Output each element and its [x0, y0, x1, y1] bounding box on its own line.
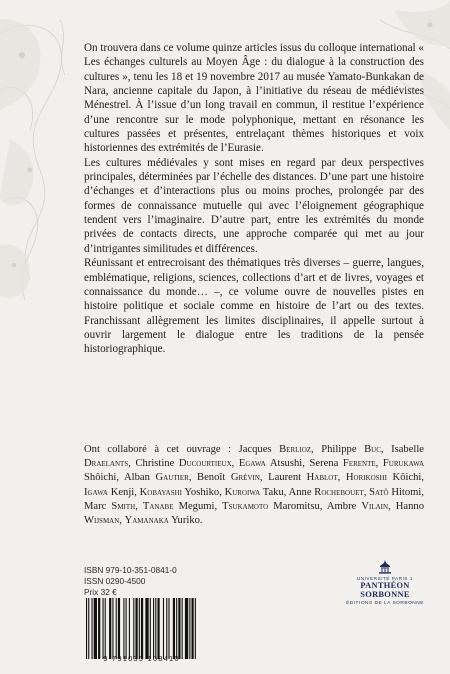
barcode-bar [178, 598, 180, 659]
barcode-bar [139, 598, 140, 659]
contributor-name [225, 487, 284, 498]
publisher-logo [345, 560, 425, 606]
barcode-bar [126, 598, 127, 659]
contributor-surname: Rochebouet [314, 486, 364, 498]
contributor-first-name: Isabelle [391, 444, 425, 455]
barcode-bar [118, 598, 120, 659]
abstract-text [84, 41, 424, 357]
contributor-first-name: Atsushi [269, 458, 303, 470]
contributor-name [140, 487, 220, 498]
publisher-university: UNIVERSITÉ PARIS 1 [357, 576, 413, 581]
contributor-surname: Vilain [361, 500, 389, 512]
contributor-name [327, 501, 388, 512]
contributor-surname: Hablot [306, 472, 338, 484]
contributor-first-name: Philippe [321, 444, 357, 455]
contributor-surname: Buc [364, 444, 381, 455]
contributor-name [289, 487, 364, 498]
contributors-list [84, 443, 424, 528]
barcode-bar [94, 598, 97, 659]
contributor-first-name: Ambre [326, 500, 357, 512]
barcode-bar [150, 598, 151, 659]
contributor-surname: Tsukamoto [222, 500, 269, 512]
barcode-bar [98, 598, 100, 659]
contributor-first-name: Alban [124, 472, 150, 484]
barcode-bar [133, 598, 134, 659]
contributor-name [197, 472, 260, 483]
abstract-paragraph-1: On trouvera dans ce volume quinze articles issus du colloque international « Les échanges culturels au Moyen Âge : du dialogue à la construction des cultures », tenu les 18 et 19 novembre 2017 au musée Yamato-Bunkakan de Nara, ancienne capitale du Japon, à l’initiative du réseau de médiévistes Ménestrel. À l’issue d’un long travail en commun, il restitue l’expérience d’une rencontre sur le mode polyphonique, mettant en résonance les cultures passées et présentes, entrelaçant thèmes historiques et voix historiennes des extrémités de l’Eurasie. [84, 42, 425, 155]
contributor-surname: Smith [111, 500, 136, 512]
contributor-surname: Yamanaka [124, 515, 169, 527]
barcode-bar [92, 598, 93, 659]
abstract-paragraph-3: Réunissant et entrecroisant des thématiques très diverses – guerre, langues, emblématique, religions, sciences, collections d’art et de livres, voyages et connaissance du monde… –, ce volume ouvre de nouvelles pistes en histoire politique et sociale comme en histoire de l’art ou des textes. Franchissant allègrement les limites disciplinaires, il appelle surtout à ouvrir largement le dialogue entre les traditions de la pensée historiographique. [84, 257, 424, 356]
contributor-first-name: Shôichi [84, 472, 117, 484]
barcode-bar [135, 598, 137, 659]
contributor-first-name: Taku [262, 486, 284, 498]
contributor-first-name: Kôichi [392, 472, 422, 484]
contributor-first-name: Laurent [268, 472, 302, 484]
barcode-bar [116, 598, 117, 659]
barcode-number: 9 791035 108410 [103, 654, 180, 663]
barcode-bar [155, 598, 156, 659]
contributor-first-name: Hitomi [391, 486, 422, 498]
barcode-bar [109, 598, 111, 659]
contributor-name [84, 501, 135, 512]
contributor-surname: Horikoshi [345, 472, 387, 484]
issn: ISSN 0290-4500 [84, 576, 146, 586]
barcode-bar [141, 598, 143, 659]
publisher-imprint: ÉDITIONS DE LA SORBONNE [346, 601, 424, 606]
contributor-surname: Satô [369, 486, 389, 498]
contributor-names: Jacques Berlioz, Philippe Buc, Isabelle Draelants, Christine Ducourtieux, Egawa Atsushi, Serena Ferente, Furukawa Shôichi, Alban Gautier, Benoît Grévin, Laurent Hablot, Horikoshi Kôichi, Igawa Kenji, Kobayashi Yoshiko, Kuroiwa Taku, Anne Rochebouet, Satô Hitomi, Marc Smith, Tanabe Megumi, Tsukamoto Maromitsu, Ambre Vilain, Hanno Wijsman, Yamanaka Yuriko [84, 444, 425, 527]
contributor-name [268, 472, 338, 483]
contributor-first-name: Jacques [238, 444, 272, 455]
contributor-name [239, 444, 311, 455]
contributor-first-name: Yuriko [171, 515, 200, 527]
contributor-surname: Kuroiwa [224, 486, 261, 498]
contributor-surname: Egawa [238, 458, 266, 470]
barcode-bar [185, 598, 188, 659]
contributor-surname: Draelants [84, 458, 129, 470]
pantheon-emblem-icon [376, 560, 394, 574]
contributor-surname: Ducourtieux [178, 458, 232, 470]
barcode-bar [192, 598, 194, 659]
barcode-bar [176, 598, 177, 659]
contributor-surname: Gautier [155, 472, 189, 484]
contributor-first-name: Maromitsu [273, 500, 320, 512]
barcode [84, 598, 199, 659]
contributor-name [346, 472, 422, 483]
contributor-name [124, 472, 189, 483]
barcode-bar [168, 598, 169, 659]
barcode-bar [157, 598, 159, 659]
barcode-bar [195, 598, 196, 659]
contributor-first-name: Megumi [178, 500, 215, 512]
contributor-name [143, 501, 215, 512]
contributors-intro: Ont collaboré à cet ouvrage : [84, 444, 239, 455]
contributor-first-name: Benoît [197, 472, 226, 484]
contributor-surname: Igawa [84, 486, 108, 498]
barcode-bar [129, 598, 130, 659]
contributor-first-name: Christine [135, 458, 175, 470]
barcode-bar [173, 598, 175, 659]
barcode-bar [145, 598, 148, 659]
publisher-name: PANTHÉON SORBONNE [360, 581, 410, 599]
barcode-bar [189, 598, 190, 659]
barcode-bar [88, 598, 89, 659]
contributor-first-name: Marc [84, 500, 107, 512]
contributor-name [369, 487, 421, 498]
contributor-surname: Ferente [342, 458, 376, 470]
contributor-name [239, 458, 302, 469]
barcode-bar [123, 598, 124, 659]
barcode-bar [153, 598, 154, 659]
contributors-end: . [199, 515, 203, 527]
contributor-surname: Berlioz [279, 444, 312, 455]
contributor-surname: Furukawa [382, 458, 425, 470]
contributor-surname: Wijsman [84, 515, 120, 527]
contributor-surname: Grévin [230, 472, 260, 484]
abstract-paragraph-2: Les cultures médiévales y sont mises en regard par deux perspectives principales, déterminées par l’échelle des distances. D’une part une histoire d’échanges et d’interactions plus ou moins proches, prolongée par des formes de connaissance mutuelle qui avec l’éloignement géographique tendent vers l’imaginaire. D’autre part, entre les extrémités du monde privées de contacts directs, une approche comparée qui met au jour d’intrigantes similitudes et différences. [84, 156, 424, 255]
contributor-surname: Tanabe [142, 500, 174, 512]
contributor-first-name: Anne [288, 486, 312, 498]
contributor-name [84, 487, 134, 498]
contributor-first-name: Kenji [110, 486, 135, 498]
barcode-bar [166, 598, 167, 659]
barcode-bar [86, 598, 87, 659]
contributor-first-name: Yoshiko [184, 486, 220, 498]
isbn: ISBN 979-10-351-0841-0 [84, 565, 177, 575]
contributor-name [309, 458, 375, 469]
barcode-bar [182, 598, 183, 659]
barcode-bar [112, 598, 113, 659]
barcode-bar [105, 598, 106, 659]
contributor-name [222, 501, 320, 512]
barcode-bar [163, 598, 164, 659]
contributor-first-name: Serena [309, 458, 339, 470]
contributor-first-name: Hanno [395, 500, 425, 512]
book-metadata [84, 565, 177, 598]
contributor-name [125, 515, 200, 526]
contributor-name [321, 444, 381, 455]
barcode-bar [102, 598, 103, 659]
price: Prix 32 € [84, 587, 117, 597]
contributor-name [135, 458, 231, 469]
contributor-surname: Kobayashi [139, 486, 183, 498]
